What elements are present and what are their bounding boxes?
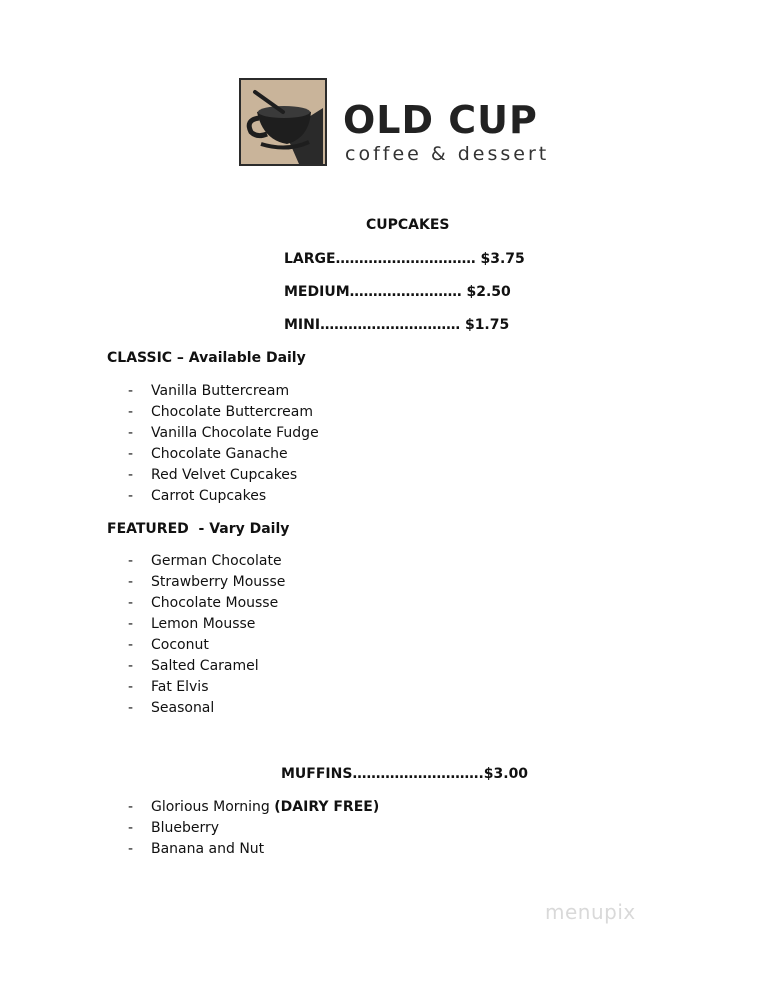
dot-leader: ……………………….	[352, 766, 484, 782]
size-price: $1.75	[464, 317, 510, 333]
brand-logo	[239, 78, 589, 170]
size-price: $2.50	[466, 284, 511, 300]
list-item: - Chocolate Ganache	[128, 446, 288, 462]
list-item: - Carrot Cupcakes	[128, 488, 267, 504]
list-item: - Red Velvet Cupcakes	[128, 467, 298, 483]
list-item: - Strawberry Mousse	[128, 574, 286, 590]
classic-heading: CLASSIC – Available Daily	[107, 350, 306, 366]
coffee-cup-icon	[239, 78, 327, 166]
size-label: MEDIUM	[284, 284, 350, 300]
dot-leader: ……………………	[349, 284, 462, 300]
list-item: - Banana and Nut	[128, 841, 265, 857]
list-item: - Glorious Morning (DAIRY FREE)	[128, 799, 380, 815]
list-item: - Vanilla Chocolate Fudge	[128, 425, 319, 441]
list-item: - Blueberry	[128, 820, 220, 836]
list-item: - German Chocolate	[128, 553, 282, 569]
list-item: - Vanilla Buttercream	[128, 383, 290, 399]
watermark: menupix	[545, 900, 636, 924]
list-item: - Salted Caramel	[128, 658, 259, 674]
muffins-price: $3.00	[483, 766, 529, 782]
dot-leader: …………………………	[335, 251, 476, 267]
price-line-mini	[284, 316, 509, 334]
cupcakes-heading: CUPCAKES	[366, 217, 450, 233]
list-item: - Fat Elvis	[128, 679, 209, 695]
list-item: - Coconut	[128, 637, 209, 653]
list-item: - Lemon Mousse	[128, 616, 256, 632]
size-label: LARGE	[284, 251, 336, 267]
list-item: - Chocolate Mousse	[128, 595, 279, 611]
list-item: - Chocolate Buttercream	[128, 404, 313, 420]
dot-leader: …………………………	[320, 317, 461, 333]
brand-tagline: coffee & dessert	[345, 143, 550, 165]
dairy-free-note: (DAIRY FREE)	[274, 799, 380, 815]
muffins-label: MUFFINS	[281, 766, 353, 782]
size-price: $3.75	[480, 251, 525, 267]
price-line-medium	[284, 283, 511, 301]
featured-heading: FEATURED - Vary Daily	[107, 521, 290, 537]
brand-name: OLD CUP	[343, 98, 538, 142]
muffins-heading	[281, 765, 528, 783]
featured-list	[128, 551, 285, 719]
price-line-large	[284, 250, 525, 268]
muffins-list	[128, 797, 379, 860]
classic-list	[128, 381, 319, 507]
size-label: MINI	[284, 317, 321, 333]
list-item: - Seasonal	[128, 700, 215, 716]
